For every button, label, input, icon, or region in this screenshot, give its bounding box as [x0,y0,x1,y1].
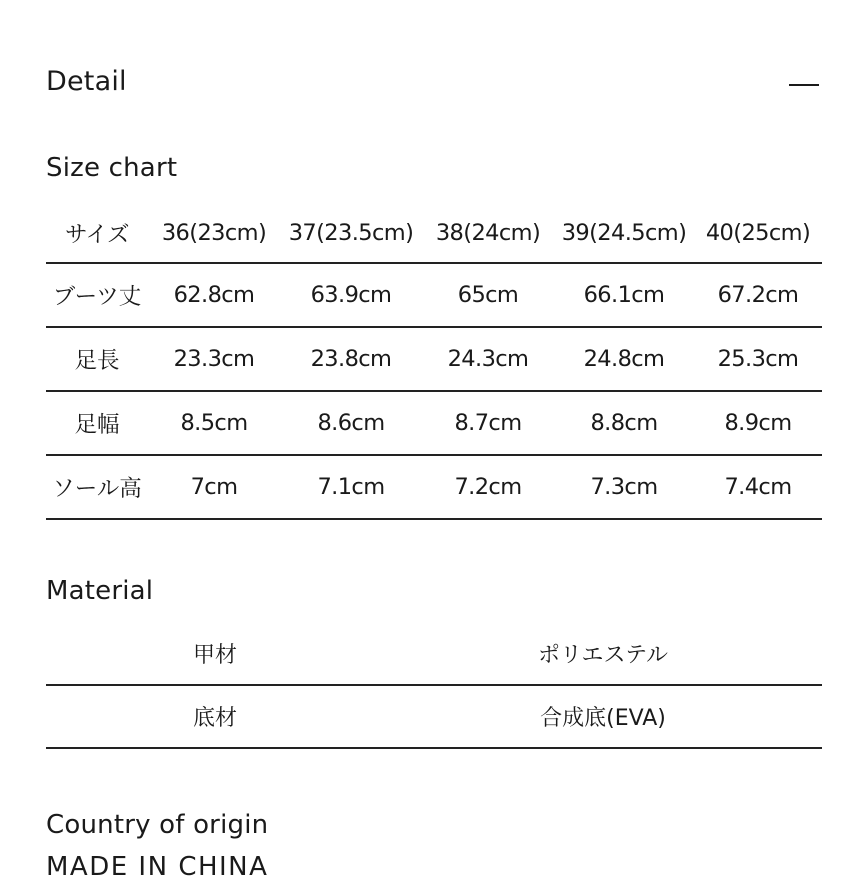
size-chart-heading: Size chart [46,153,178,183]
size-header-cell: サイズ [46,203,148,263]
row-label: ソール高 [46,455,148,519]
size-header-cell: 37(23.5cm) [280,203,422,263]
table-row [46,391,822,455]
table-cell: 66.1cm [554,263,694,327]
table-cell: 63.9cm [280,263,422,327]
size-header-cell: 38(24cm) [422,203,554,263]
size-header-cell: 40(25cm) [694,203,822,263]
table-cell: 7cm [148,455,280,519]
material-label: 甲材 [46,623,384,685]
size-header-cell: 39(24.5cm) [554,203,694,263]
material-label: 底材 [46,685,384,748]
table-row [46,327,822,391]
table-row [46,263,822,327]
material-value: 合成底(EVA) [384,685,822,748]
table-cell: 24.3cm [422,327,554,391]
row-label: 足幅 [46,391,148,455]
table-cell: 62.8cm [148,263,280,327]
table-cell: 7.2cm [422,455,554,519]
size-header-row [46,203,822,263]
material-table [46,623,822,749]
table-cell: 8.6cm [280,391,422,455]
row-label: ブーツ丈 [46,263,148,327]
material-value: ポリエステル [384,623,822,685]
table-cell: 8.9cm [694,391,822,455]
table-cell: 24.8cm [554,327,694,391]
table-cell: 8.5cm [148,391,280,455]
minus-icon[interactable] [789,84,819,86]
table-cell: 7.1cm [280,455,422,519]
size-header-cell: 36(23cm) [148,203,280,263]
table-row [46,455,822,519]
table-row [46,685,822,748]
table-cell: 23.8cm [280,327,422,391]
table-cell: 8.8cm [554,391,694,455]
table-row [46,623,822,685]
origin-heading: Country of origin [46,810,269,840]
row-label: 足長 [46,327,148,391]
table-cell: 67.2cm [694,263,822,327]
detail-heading: Detail [46,66,127,97]
origin-value: MADE IN CHINA [46,852,269,882]
table-cell: 23.3cm [148,327,280,391]
table-cell: 65cm [422,263,554,327]
table-cell: 8.7cm [422,391,554,455]
table-cell: 25.3cm [694,327,822,391]
material-heading: Material [46,576,154,606]
table-cell: 7.3cm [554,455,694,519]
size-chart-table [46,203,822,520]
table-cell: 7.4cm [694,455,822,519]
